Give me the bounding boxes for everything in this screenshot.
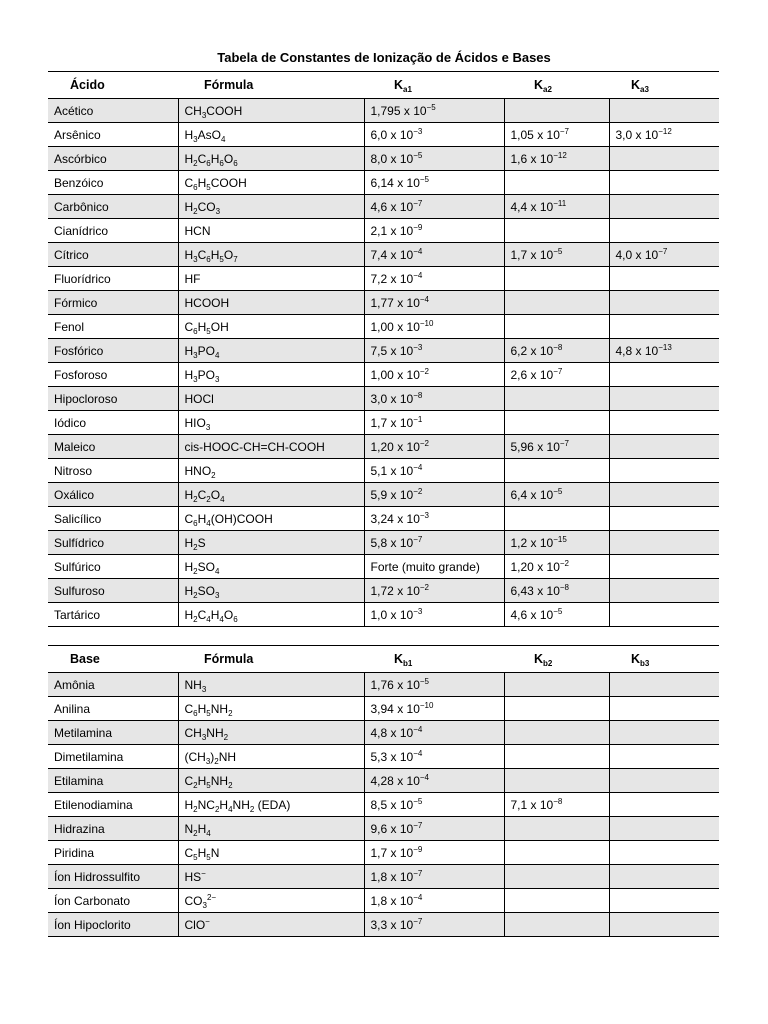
base-k2-cell	[504, 913, 609, 937]
base-k2-cell	[504, 673, 609, 697]
acid-formula-cell: $H_2S$	[178, 531, 364, 555]
acid-k2-cell: 6,2 x $10^{-8}$	[504, 339, 609, 363]
base-header-row	[48, 646, 719, 673]
base-k3-cell	[609, 673, 719, 697]
acid-k2-cell	[504, 507, 609, 531]
acid-k1-cell: 6,0 x $10^{-3}$	[364, 123, 504, 147]
base-k3-cell	[609, 889, 719, 913]
base-row	[48, 745, 719, 769]
base-k2-cell	[504, 817, 609, 841]
acid-k1-cell: 7,4 x $10^{-4}$	[364, 243, 504, 267]
base-formula-cell: HS−	[178, 865, 364, 889]
base-k1-cell: 9,6 x $10^{-7}$	[364, 817, 504, 841]
base-k3-cell	[609, 865, 719, 889]
base-k1-cell: 4,28 x $10^{-4}$	[364, 769, 504, 793]
base-k1-cell: 3,3 x $10^{-7}$	[364, 913, 504, 937]
acid-k2-cell: 4,4 x $10^{-11}$	[504, 195, 609, 219]
acid-k2-cell	[504, 219, 609, 243]
acid-row	[48, 171, 719, 195]
acid-k1-cell: 1,0 x $10^{-3}$	[364, 603, 504, 627]
base-k3-cell	[609, 913, 719, 937]
base-row	[48, 817, 719, 841]
base-name-header: Base	[48, 646, 178, 673]
base-k2-cell	[504, 889, 609, 913]
acid-k3-cell	[609, 171, 719, 195]
acid-k2-cell: 1,7 x $10^{-5}$	[504, 243, 609, 267]
acid-name-cell: Sulfuroso	[48, 579, 178, 603]
base-name-cell: Anilina	[48, 697, 178, 721]
acid-name-cell: Sulfúrico	[48, 555, 178, 579]
acid-formula-cell: cis-HOOC-CH=CH-COOH	[178, 435, 364, 459]
acid-formula-cell: $H_2SO_4$	[178, 555, 364, 579]
acid-k1-cell: 3,24 x $10^{-3}$	[364, 507, 504, 531]
acid-row	[48, 603, 719, 627]
acid-formula-cell: $H_2C_6H_6O_6$	[178, 147, 364, 171]
acid-k2-cell	[504, 387, 609, 411]
acid-k3-cell	[609, 555, 719, 579]
acid-k1-cell: 3,0 x $10^{-8}$	[364, 387, 504, 411]
acid-formula-cell: $C_6H_4(OH)COOH$	[178, 507, 364, 531]
acid-formula-cell: $H_3AsO_4$	[178, 123, 364, 147]
acid-k3-cell	[609, 291, 719, 315]
base-name-cell: Íon Hipoclorito	[48, 913, 178, 937]
acid-row	[48, 339, 719, 363]
base-k1-cell: 1,7 x $10^{-9}$	[364, 841, 504, 865]
acid-k1-cell: 1,20 x $10^{-2}$	[364, 435, 504, 459]
acid-k1-cell: 1,00 x $10^{-2}$	[364, 363, 504, 387]
acid-k3-cell	[609, 219, 719, 243]
base-k1-cell: 8,5 x $10^{-5}$	[364, 793, 504, 817]
acid-name-cell: Salicílico	[48, 507, 178, 531]
acid-k2-cell	[504, 411, 609, 435]
acid-k3-cell	[609, 435, 719, 459]
acid-k2-cell: 1,05 x $10^{-7}$	[504, 123, 609, 147]
base-name-cell: Metilamina	[48, 721, 178, 745]
acid-row	[48, 243, 719, 267]
base-formula-cell: $C_2H_5NH_2$	[178, 769, 364, 793]
base-formula-cell: $CO_3^{2-}$	[178, 889, 364, 913]
acid-name-cell: Acético	[48, 99, 178, 123]
base-formula-cell: $N_2H_4$	[178, 817, 364, 841]
acid-formula-cell: $H_2CO_3$	[178, 195, 364, 219]
acid-k1-cell: 1,00 x $10^{-10}$	[364, 315, 504, 339]
acid-k1-cell: Forte (muito grande)	[364, 555, 504, 579]
ka3-header: $K_{a3}$	[609, 72, 719, 99]
acid-formula-cell: $H_2C_4H_4O_6$	[178, 603, 364, 627]
base-row	[48, 841, 719, 865]
acid-name-cell: Maleico	[48, 435, 178, 459]
acid-k2-cell: 1,2 x $10^{-15}$	[504, 531, 609, 555]
acid-name-cell: Oxálico	[48, 483, 178, 507]
acid-k1-cell: 5,8 x $10^{-7}$	[364, 531, 504, 555]
base-k3-cell	[609, 721, 719, 745]
base-row	[48, 769, 719, 793]
base-k3-cell	[609, 745, 719, 769]
acid-name-cell: Fosfórico	[48, 339, 178, 363]
base-name-cell: Amônia	[48, 673, 178, 697]
acid-k3-cell	[609, 531, 719, 555]
acid-name-cell: Hipocloroso	[48, 387, 178, 411]
acid-row	[48, 363, 719, 387]
acid-row	[48, 531, 719, 555]
acid-k3-cell	[609, 483, 719, 507]
kb1-header: $K_{b1}$	[364, 646, 504, 673]
base-table	[48, 645, 719, 937]
acid-k1-cell: 1,77 x $10^{-4}$	[364, 291, 504, 315]
acid-formula-cell: HCOOH	[178, 291, 364, 315]
acid-table-body	[48, 99, 719, 627]
base-row	[48, 697, 719, 721]
base-row	[48, 913, 719, 937]
base-formula-cell: $NH_3$	[178, 673, 364, 697]
base-formula-header: Fórmula	[178, 646, 364, 673]
acid-k3-cell	[609, 579, 719, 603]
base-k3-cell	[609, 769, 719, 793]
acid-row	[48, 483, 719, 507]
acid-k2-cell	[504, 459, 609, 483]
acid-formula-cell: $C_6H_5OH$	[178, 315, 364, 339]
base-name-cell: Piridina	[48, 841, 178, 865]
acid-k2-cell: 5,96 x $10^{-7}$	[504, 435, 609, 459]
ka1-header: $K_{a1}$	[364, 72, 504, 99]
base-k2-cell	[504, 841, 609, 865]
acid-k1-cell: 2,1 x $10^{-9}$	[364, 219, 504, 243]
acid-k1-cell: 5,9 x $10^{-2}$	[364, 483, 504, 507]
acid-k1-cell: 7,5 x $10^{-3}$	[364, 339, 504, 363]
base-k1-cell: 4,8 x $10^{-4}$	[364, 721, 504, 745]
acid-name-cell: Ascórbico	[48, 147, 178, 171]
base-formula-cell: $C_5H_5N$	[178, 841, 364, 865]
acid-k1-cell: 4,6 x $10^{-7}$	[364, 195, 504, 219]
base-k2-cell	[504, 697, 609, 721]
acid-k1-cell: 1,72 x $10^{-2}$	[364, 579, 504, 603]
acid-row	[48, 315, 719, 339]
base-name-cell: Dimetilamina	[48, 745, 178, 769]
base-k2-cell	[504, 865, 609, 889]
acid-k3-cell: 4,8 x $10^{-13}$	[609, 339, 719, 363]
base-k1-cell: 5,3 x $10^{-4}$	[364, 745, 504, 769]
acid-k3-cell	[609, 147, 719, 171]
acid-k2-cell: 6,4 x $10^{-5}$	[504, 483, 609, 507]
acid-row	[48, 387, 719, 411]
base-k2-cell	[504, 745, 609, 769]
acid-k2-cell: 6,43 x $10^{-8}$	[504, 579, 609, 603]
base-row	[48, 889, 719, 913]
base-k3-cell	[609, 817, 719, 841]
acid-formula-cell: $H_2SO_3$	[178, 579, 364, 603]
acid-formula-cell: $H_3C_6H_5O_7$	[178, 243, 364, 267]
acid-k2-cell: 4,6 x $10^{-5}$	[504, 603, 609, 627]
acid-k2-cell	[504, 315, 609, 339]
base-name-cell: Íon Hidrossulfito	[48, 865, 178, 889]
acid-k3-cell	[609, 267, 719, 291]
acid-k2-cell: 1,6 x $10^{-12}$	[504, 147, 609, 171]
acid-k3-cell	[609, 315, 719, 339]
acid-name-cell: Tartárico	[48, 603, 178, 627]
acid-name-cell: Iódico	[48, 411, 178, 435]
base-k1-cell: 1,76 x $10^{-5}$	[364, 673, 504, 697]
acid-k3-cell	[609, 411, 719, 435]
base-k2-cell: 7,1 x $10^{-8}$	[504, 793, 609, 817]
base-k2-cell	[504, 721, 609, 745]
acid-formula-header: Fórmula	[178, 72, 364, 99]
base-formula-cell: $H_2NC_2H_4NH_2$ (EDA)	[178, 793, 364, 817]
acid-row	[48, 291, 719, 315]
acid-k3-cell	[609, 99, 719, 123]
acid-name-cell: Sulfídrico	[48, 531, 178, 555]
acid-k3-cell	[609, 363, 719, 387]
acid-name-cell: Fenol	[48, 315, 178, 339]
base-formula-cell: ClO−	[178, 913, 364, 937]
acid-row	[48, 435, 719, 459]
acid-k2-cell	[504, 267, 609, 291]
acid-k3-cell: 3,0 x $10^{-12}$	[609, 123, 719, 147]
acid-row	[48, 147, 719, 171]
acid-k3-cell	[609, 459, 719, 483]
page-title: Tabela de Constantes de Ionização de Ácidos e Bases	[217, 50, 551, 65]
acid-formula-cell: $C_6H_5COOH$	[178, 171, 364, 195]
base-k3-cell	[609, 697, 719, 721]
base-formula-cell: $C_6H_5NH_2$	[178, 697, 364, 721]
acid-table	[48, 71, 719, 627]
base-k1-cell: 1,8 x $10^{-7}$	[364, 865, 504, 889]
acid-row	[48, 219, 719, 243]
acid-row	[48, 267, 719, 291]
acid-formula-cell: $H_2C_2O_4$	[178, 483, 364, 507]
base-k3-cell	[609, 793, 719, 817]
acid-row	[48, 195, 719, 219]
acid-name-cell: Carbônico	[48, 195, 178, 219]
acid-k2-cell	[504, 291, 609, 315]
acid-k2-cell	[504, 99, 609, 123]
base-name-cell: Etilenodiamina	[48, 793, 178, 817]
base-k1-cell: 3,94 x $10^{-10}$	[364, 697, 504, 721]
ka2-header: $K_{a2}$	[504, 72, 609, 99]
acid-k2-cell: 2,6 x $10^{-7}$	[504, 363, 609, 387]
acid-k3-cell	[609, 387, 719, 411]
acid-k2-cell	[504, 171, 609, 195]
acid-name-cell: Arsênico	[48, 123, 178, 147]
acid-k2-cell: 1,20 x $10^{-2}$	[504, 555, 609, 579]
acid-name-cell: Cítrico	[48, 243, 178, 267]
acid-name-cell: Fluorídrico	[48, 267, 178, 291]
kb3-header: $K_{b3}$	[609, 646, 719, 673]
acid-formula-cell: $H_3PO_4$	[178, 339, 364, 363]
acid-formula-cell: HCN	[178, 219, 364, 243]
acid-k3-cell: 4,0 x $10^{-7}$	[609, 243, 719, 267]
base-table-body	[48, 673, 719, 937]
acid-row	[48, 99, 719, 123]
acid-k1-cell: 8,0 x $10^{-5}$	[364, 147, 504, 171]
acid-header-row	[48, 72, 719, 99]
base-formula-cell: $CH_3NH_2$	[178, 721, 364, 745]
base-row	[48, 721, 719, 745]
acid-formula-cell: $HNO_2$	[178, 459, 364, 483]
base-name-cell: Íon Carbonato	[48, 889, 178, 913]
base-row	[48, 793, 719, 817]
acid-k1-cell: 5,1 x $10^{-4}$	[364, 459, 504, 483]
acid-name-cell: Nitroso	[48, 459, 178, 483]
acid-formula-cell: $HIO_3$	[178, 411, 364, 435]
acid-formula-cell: $CH_3COOH$	[178, 99, 364, 123]
acid-row	[48, 411, 719, 435]
acid-row	[48, 459, 719, 483]
acid-k1-cell: 1,7 x $10^{-1}$	[364, 411, 504, 435]
acid-name-cell: Fórmico	[48, 291, 178, 315]
base-row	[48, 865, 719, 889]
acid-name-cell: Benzóico	[48, 171, 178, 195]
acid-k3-cell	[609, 195, 719, 219]
acid-formula-cell: HOCl	[178, 387, 364, 411]
acid-name-cell: Fosforoso	[48, 363, 178, 387]
acid-row	[48, 555, 719, 579]
base-row	[48, 673, 719, 697]
acid-k1-cell: 1,795 x $10^{-5}$	[364, 99, 504, 123]
base-formula-cell: $(CH_3)_2NH$	[178, 745, 364, 769]
base-name-cell: Hidrazina	[48, 817, 178, 841]
acid-k3-cell	[609, 507, 719, 531]
acid-row	[48, 507, 719, 531]
acid-name-cell: Cianídrico	[48, 219, 178, 243]
acid-k1-cell: 7,2 x $10^{-4}$	[364, 267, 504, 291]
kb2-header: $K_{b2}$	[504, 646, 609, 673]
base-name-cell: Etilamina	[48, 769, 178, 793]
base-k1-cell: 1,8 x $10^{-4}$	[364, 889, 504, 913]
acid-k3-cell	[609, 603, 719, 627]
acid-k1-cell: 6,14 x $10^{-5}$	[364, 171, 504, 195]
acid-row	[48, 123, 719, 147]
base-k3-cell	[609, 841, 719, 865]
acid-formula-cell: HF	[178, 267, 364, 291]
acid-row	[48, 579, 719, 603]
base-k2-cell	[504, 769, 609, 793]
acid-formula-cell: $H_3PO_3$	[178, 363, 364, 387]
acid-name-header: Ácido	[48, 72, 178, 99]
